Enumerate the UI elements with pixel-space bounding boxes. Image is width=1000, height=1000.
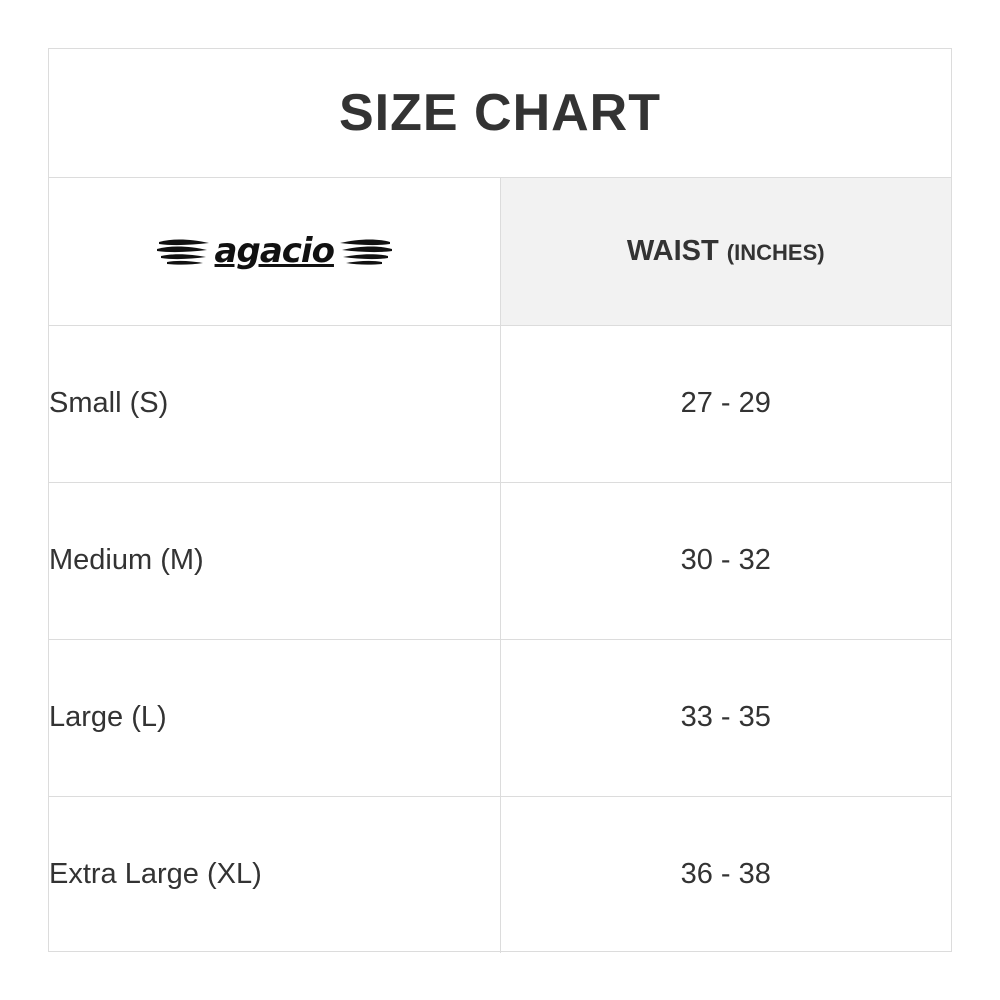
waist-header-text: WAIST [626, 234, 727, 267]
size-label-large: Large (L) [49, 639, 500, 796]
agacio-wings-logo-icon [157, 225, 392, 277]
size-label-medium: Medium (M) [49, 482, 500, 639]
waist-header-cell [500, 177, 951, 325]
table-row [49, 325, 951, 482]
brand-logo-cell [49, 177, 500, 325]
left-wing-icon [157, 234, 211, 268]
right-wing-icon [338, 234, 392, 268]
size-label-small: Small (S) [49, 325, 500, 482]
waist-value-medium: 30 - 32 [500, 482, 951, 639]
waist-value-small: 27 - 29 [500, 325, 951, 482]
table-row [49, 482, 951, 639]
waist-value-extra-large: 36 - 38 [500, 796, 951, 953]
waist-value-large: 33 - 35 [500, 639, 951, 796]
size-chart-container [48, 48, 952, 952]
table-row [49, 639, 951, 796]
title-row [49, 49, 951, 177]
table-row [49, 796, 951, 953]
chart-title-cell [49, 49, 951, 177]
waist-header-label [627, 235, 825, 267]
table-header-row [49, 177, 951, 325]
page-title: SIZE CHART [339, 83, 661, 142]
brand-wordmark: agacio [214, 231, 334, 271]
waist-header-units: (INCHES) [726, 239, 825, 265]
size-label-extra-large: Extra Large (XL) [49, 796, 500, 953]
size-chart-table [49, 49, 951, 953]
